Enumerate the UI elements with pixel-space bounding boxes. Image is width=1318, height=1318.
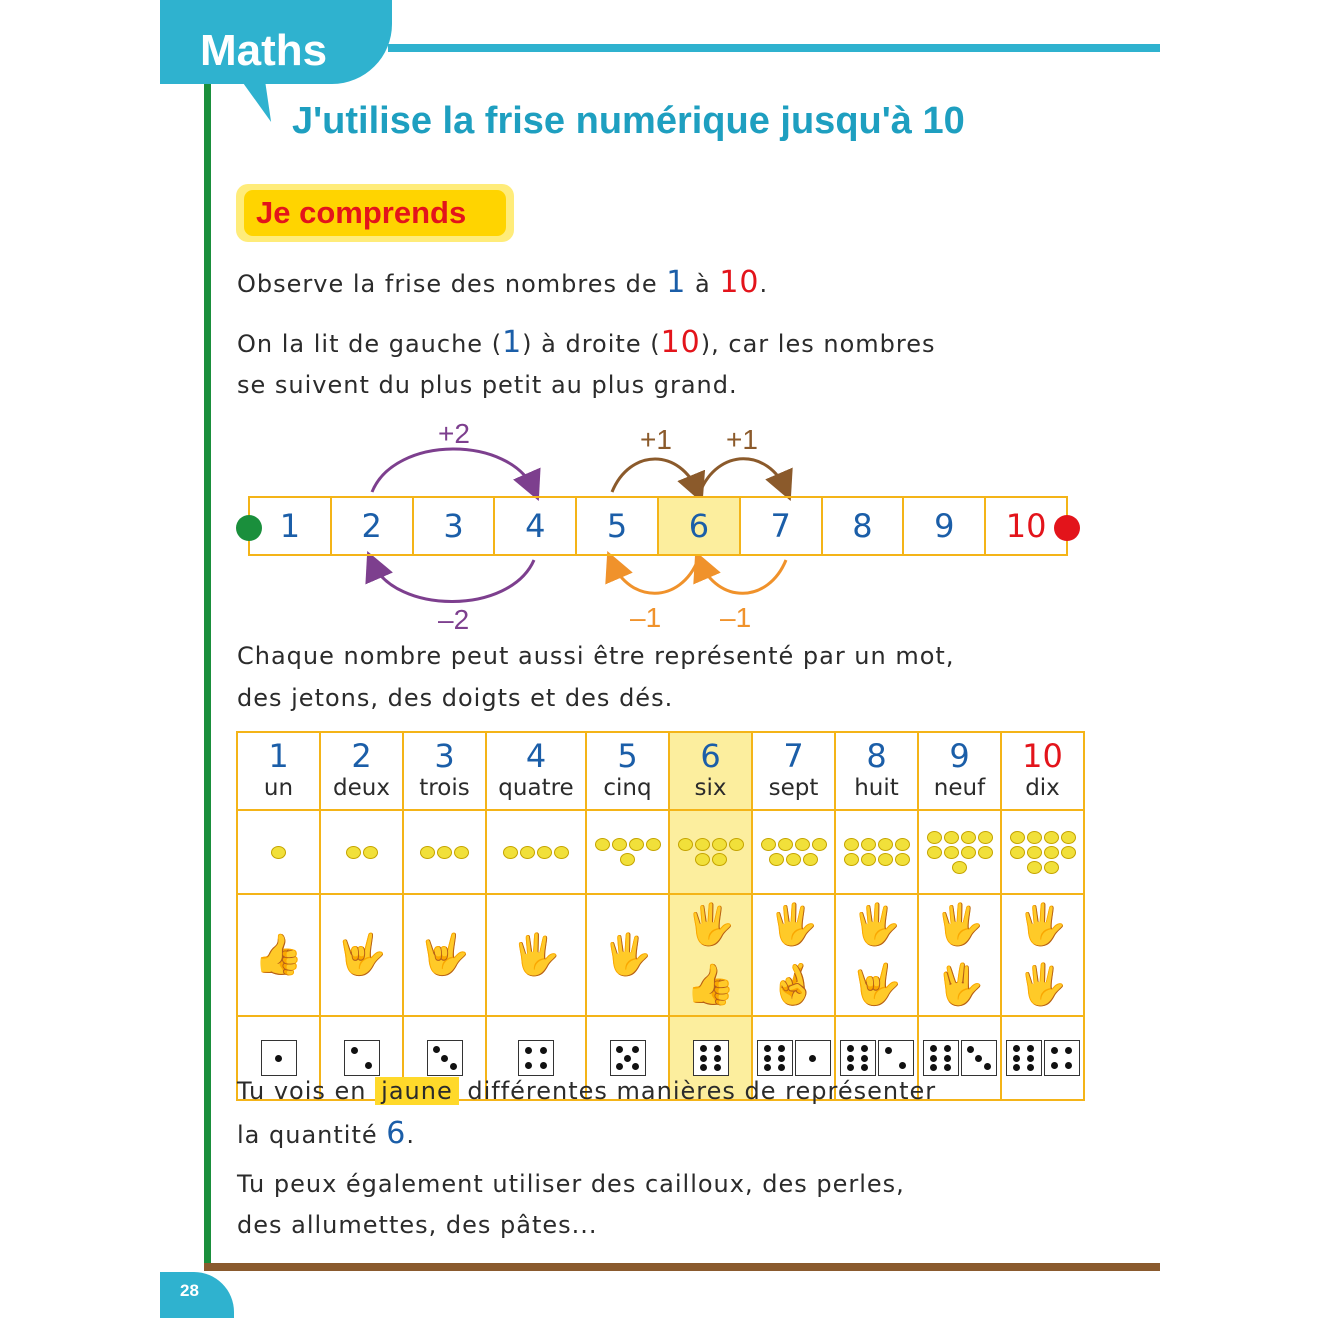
table-word: un: [263, 775, 294, 801]
table-number: 8: [866, 737, 887, 775]
token-icon: [786, 853, 801, 866]
token-icon: [629, 838, 644, 851]
number-cell-9: 9: [902, 498, 984, 554]
hand-icon: 🖐🤟: [851, 902, 902, 1008]
table-number: 3: [434, 737, 455, 775]
token-icon: [844, 838, 859, 851]
cell-fingers: [752, 894, 835, 1016]
cell-fingers: [918, 894, 1001, 1016]
table-word: huit: [854, 775, 899, 801]
cell-tokens: [586, 810, 669, 894]
table-number: 10: [1022, 737, 1063, 775]
table-number: 9: [949, 737, 970, 775]
cell-fingers: [320, 894, 403, 1016]
token-icon: [1061, 846, 1076, 859]
cell-number-word: [669, 732, 752, 810]
token-icon: [537, 846, 552, 859]
token-icon: [769, 853, 784, 866]
die-face-icon: [840, 1040, 876, 1076]
hand-icon: 🖐🖖: [934, 902, 985, 1008]
token-icon: [895, 853, 910, 866]
end-dot-icon: [1054, 515, 1080, 541]
cell-number-word: [586, 732, 669, 810]
table-number: 1: [268, 737, 289, 775]
token-icon: [1010, 831, 1025, 844]
table-word: cinq: [603, 775, 652, 801]
arc-plus1-b: [700, 459, 786, 492]
token-icon: [878, 838, 893, 851]
token-icon: [1010, 846, 1025, 859]
token-icon: [503, 846, 518, 859]
number-cell-5: 5: [575, 498, 657, 554]
table-word: trois: [419, 775, 470, 801]
token-icon: [844, 853, 859, 866]
arc-label-minus1-b: –1: [720, 602, 752, 633]
arc-label-minus2: –2: [438, 604, 470, 635]
token-icon: [978, 846, 993, 859]
cell-tokens: [237, 810, 320, 894]
hand-icon: 🤟: [336, 932, 387, 978]
arc-plus1-a: [612, 459, 698, 492]
die-face-icon: [344, 1040, 380, 1076]
hand-icon: 🖐: [602, 932, 653, 978]
cell-tokens: [320, 810, 403, 894]
table-number: 4: [525, 737, 547, 775]
cell-fingers: [669, 894, 752, 1016]
highlight-jaune: jaune: [375, 1077, 459, 1105]
hand-icon: 👍: [253, 932, 304, 978]
footer-rule: [204, 1263, 1160, 1271]
hand-icon: 🖐🖐: [1017, 902, 1068, 1008]
token-icon: [1027, 846, 1042, 859]
table-number: 7: [783, 737, 804, 775]
table-word: quatre: [498, 775, 574, 801]
token-icon: [712, 838, 727, 851]
token-icon: [961, 831, 976, 844]
die-face-icon: [1044, 1040, 1080, 1076]
cell-number-word: [752, 732, 835, 810]
token-icon: [271, 846, 286, 859]
token-icon: [1044, 831, 1059, 844]
token-icon: [927, 846, 942, 859]
table-word: neuf: [933, 775, 986, 801]
arc-label-minus1-a: –1: [630, 602, 662, 633]
die-face-icon: [427, 1040, 463, 1076]
cell-fingers: [586, 894, 669, 1016]
intro-line-1: Observe la frise des nombres de 1 à 10.: [237, 265, 769, 300]
die-face-icon: [261, 1040, 297, 1076]
number-cell-10: 10: [984, 498, 1066, 554]
die-face-icon: [1006, 1040, 1042, 1076]
token-icon: [803, 853, 818, 866]
cell-fingers: [486, 894, 586, 1016]
token-icon: [520, 846, 535, 859]
arc-minus2: [372, 560, 534, 602]
token-icon: [1027, 861, 1042, 874]
number-cell-4: 4: [493, 498, 575, 554]
arc-label-plus1-b: +1: [726, 424, 758, 455]
arc-label-plus2: +2: [438, 418, 470, 449]
cell-tokens: [486, 810, 586, 894]
number-cell-1: 1: [279, 507, 301, 545]
number-cell-6: 6: [657, 498, 739, 554]
cell-dice: [1001, 1016, 1084, 1100]
token-icon: [678, 838, 693, 851]
token-icon: [944, 831, 959, 844]
die-face-icon: [693, 1040, 729, 1076]
section-label: Je comprends: [256, 195, 467, 230]
token-icon: [1044, 861, 1059, 874]
subject-label: Maths: [200, 26, 328, 75]
token-icon: [812, 838, 827, 851]
row-fingers: [237, 894, 1084, 1016]
arc-minus1-a: [612, 560, 698, 593]
table-word: sept: [768, 775, 819, 801]
number-cell-7: 7: [739, 498, 821, 554]
token-icon: [363, 846, 378, 859]
cell-number-word: [403, 732, 486, 810]
die-face-icon: [518, 1040, 554, 1076]
die-face-icon: [961, 1040, 997, 1076]
table-word: six: [694, 775, 727, 801]
token-icon: [795, 838, 810, 851]
cell-number-word: [237, 732, 320, 810]
number-cell-8: 8: [821, 498, 903, 554]
cell-number-word: [918, 732, 1001, 810]
token-icon: [712, 853, 727, 866]
cell-number-word: [486, 732, 586, 810]
closing-line-4: des allumettes, des pâtes...: [237, 1211, 598, 1239]
cell-tokens: [403, 810, 486, 894]
token-icon: [1027, 831, 1042, 844]
die-face-icon: [878, 1040, 914, 1076]
token-icon: [778, 838, 793, 851]
table-number: 2: [351, 737, 372, 775]
hand-icon: 🖐🤞: [768, 902, 819, 1008]
hand-icon: 🖐: [511, 932, 561, 978]
token-icon: [695, 838, 710, 851]
token-icon: [761, 838, 776, 851]
cell-fingers: [403, 894, 486, 1016]
hand-icon: 🖐👍: [685, 902, 736, 1008]
start-dot-icon: [236, 515, 262, 541]
cell-tokens: [752, 810, 835, 894]
token-icon: [646, 838, 661, 851]
token-icon: [978, 831, 993, 844]
middle-line-2: des jetons, des doigts et des dés.: [237, 684, 674, 712]
cell-number-word: [835, 732, 918, 810]
middle-line-1: Chaque nombre peut aussi être représenté par un mot,: [237, 642, 955, 670]
arc-minus1-b: [700, 560, 786, 593]
intro-line-3: se suivent du plus petit au plus grand.: [237, 371, 738, 399]
cell-tokens: [835, 810, 918, 894]
token-icon: [961, 846, 976, 859]
representation-table: [236, 731, 1085, 1101]
token-icon: [612, 838, 627, 851]
token-icon: [861, 853, 876, 866]
table-number: 6: [700, 737, 721, 775]
token-icon: [595, 838, 610, 851]
number-cell-2: 2: [330, 498, 412, 554]
die-face-icon: [757, 1040, 793, 1076]
table-word: dix: [1025, 775, 1060, 801]
closing-line-2: la quantité 6.: [237, 1116, 415, 1151]
token-icon: [554, 846, 569, 859]
arc-label-plus1-a: +1: [640, 424, 672, 455]
cell-fingers: [1001, 894, 1084, 1016]
row-tokens: [237, 810, 1084, 894]
page-number: 28: [180, 1281, 199, 1300]
token-icon: [861, 838, 876, 851]
token-icon: [944, 846, 959, 859]
token-icon: [695, 853, 710, 866]
token-icon: [927, 831, 942, 844]
token-icon: [878, 853, 893, 866]
cell-tokens: [918, 810, 1001, 894]
die-face-icon: [610, 1040, 646, 1076]
arc-plus2: [372, 449, 534, 492]
token-icon: [729, 838, 744, 851]
token-icon: [420, 846, 435, 859]
row-numbers-words: [237, 732, 1084, 810]
die-face-icon: [923, 1040, 959, 1076]
die-face-icon: [795, 1040, 831, 1076]
number-cell-3: 3: [412, 498, 494, 554]
page-title: J'utilise la frise numérique jusqu'à 10: [292, 100, 965, 142]
table-word: deux: [333, 775, 390, 801]
intro-line-2: On la lit de gauche (1) à droite (10), car les nombres: [237, 325, 936, 360]
cell-number-word: [1001, 732, 1084, 810]
cell-number-word: [320, 732, 403, 810]
token-icon: [895, 838, 910, 851]
cell-fingers: [237, 894, 320, 1016]
closing-line-1: Tu vois en jaune différentes manières de représenter: [237, 1077, 937, 1105]
cell-tokens: [669, 810, 752, 894]
closing-line-3: Tu peux également utiliser des cailloux, des perles,: [237, 1170, 905, 1198]
token-icon: [1044, 846, 1059, 859]
cell-tokens: [1001, 810, 1084, 894]
cell-fingers: [835, 894, 918, 1016]
token-icon: [952, 861, 967, 874]
token-icon: [346, 846, 361, 859]
token-icon: [1061, 831, 1076, 844]
table-number: 5: [617, 737, 638, 775]
number-line: [248, 496, 1068, 556]
token-icon: [454, 846, 469, 859]
token-icon: [437, 846, 452, 859]
token-icon: [620, 853, 635, 866]
hand-icon: 🤟: [419, 932, 470, 978]
